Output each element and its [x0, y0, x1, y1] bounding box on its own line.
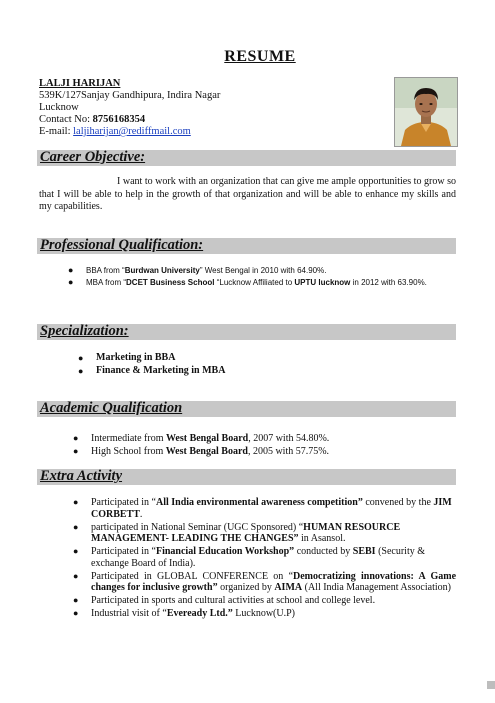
- professional-qualification-list: [68, 265, 456, 289]
- specialization-header: [37, 324, 456, 340]
- career-objective-title: Career Objective:: [40, 149, 146, 165]
- list-item: ● Industrial visit of “Eveready Ltd.” Lucknow(U.P): [73, 608, 295, 619]
- list-item: ● MBA from “DCET Business School “Lucknow Affiliated to UPTU lucknow in 2012 with 63.90%.: [68, 277, 427, 287]
- profile-photo: [394, 77, 458, 147]
- contact-block: [39, 78, 220, 138]
- phone-number: 8756168354: [92, 114, 146, 125]
- list-item: ● Marketing in BBA: [78, 352, 176, 363]
- professional-qualification-header: [37, 238, 456, 254]
- extra-activity-header: [37, 469, 456, 485]
- extra-activity-title: Extra Activity: [40, 468, 123, 484]
- professional-qualification-title: Professional Qualification:: [40, 237, 204, 253]
- list-item: ● Participated in GLOBAL CONFERENCE on “Democratizing innovations: A Game changes for inclusive growth” organized by AIMA (All India Management Association): [73, 570, 457, 593]
- candidate-name: LALJI HARIJAN: [39, 78, 121, 89]
- list-item: ● Participated in “Financial Education Workshop” conducted by SEBI (Security & exchange Board of India).: [73, 546, 426, 569]
- email-row: [39, 126, 220, 138]
- specialization-list: [78, 352, 456, 377]
- academic-qualification-title: Academic Qualification: [40, 400, 183, 416]
- academic-qualification-list: [73, 432, 456, 458]
- page-title: RESUME: [224, 48, 296, 65]
- email-label: E-mail:: [39, 126, 74, 137]
- career-objective-header: [37, 150, 456, 166]
- extra-activity-list: [73, 497, 457, 621]
- list-item: ● participated in National Seminar (UGC Sponsored) “HUMAN RESOURCE MANAGEMENT- LEADING THE CHANGES” in Asansol.: [73, 521, 401, 544]
- address-line-2: Lucknow: [39, 102, 79, 113]
- profile-photo-image: [395, 78, 457, 146]
- specialization-title: Specialization:: [40, 323, 129, 339]
- list-item: ● Finance & Marketing in MBA: [78, 364, 226, 376]
- list-item: ● Participated in “All India environmental awareness competition” convened by the JIM CORBETT.: [73, 497, 452, 520]
- list-item: ● BBA from “Burdwan University” West Bengal in 2010 with 64.90%.: [68, 265, 327, 275]
- resize-corner: [487, 681, 495, 689]
- email-link[interactable]: laljiharijan@rediffmail.com: [73, 126, 191, 137]
- list-item: ● High School from West Bengal Board, 2005 with 57.75%.: [73, 446, 330, 457]
- contact-label: Contact No:: [39, 114, 93, 125]
- list-item: ● Intermediate from West Bengal Board, 2007 with 54.80%.: [73, 433, 330, 444]
- objective-text: I want to work with an organization that can give me ample opportunities to grow so that I will be able to help in the growth of that organization and will be able to enhance my skills and my capabilities.: [39, 176, 456, 212]
- career-objective-text: [39, 176, 456, 214]
- list-item: ● Participated in sports and cultural activities at school and college level.: [73, 595, 376, 606]
- academic-qualification-header: [37, 401, 456, 417]
- contact-number: [39, 114, 220, 126]
- address-line-1: 539K/127Sanjay Gandhipura, Indira Nagar: [39, 90, 221, 101]
